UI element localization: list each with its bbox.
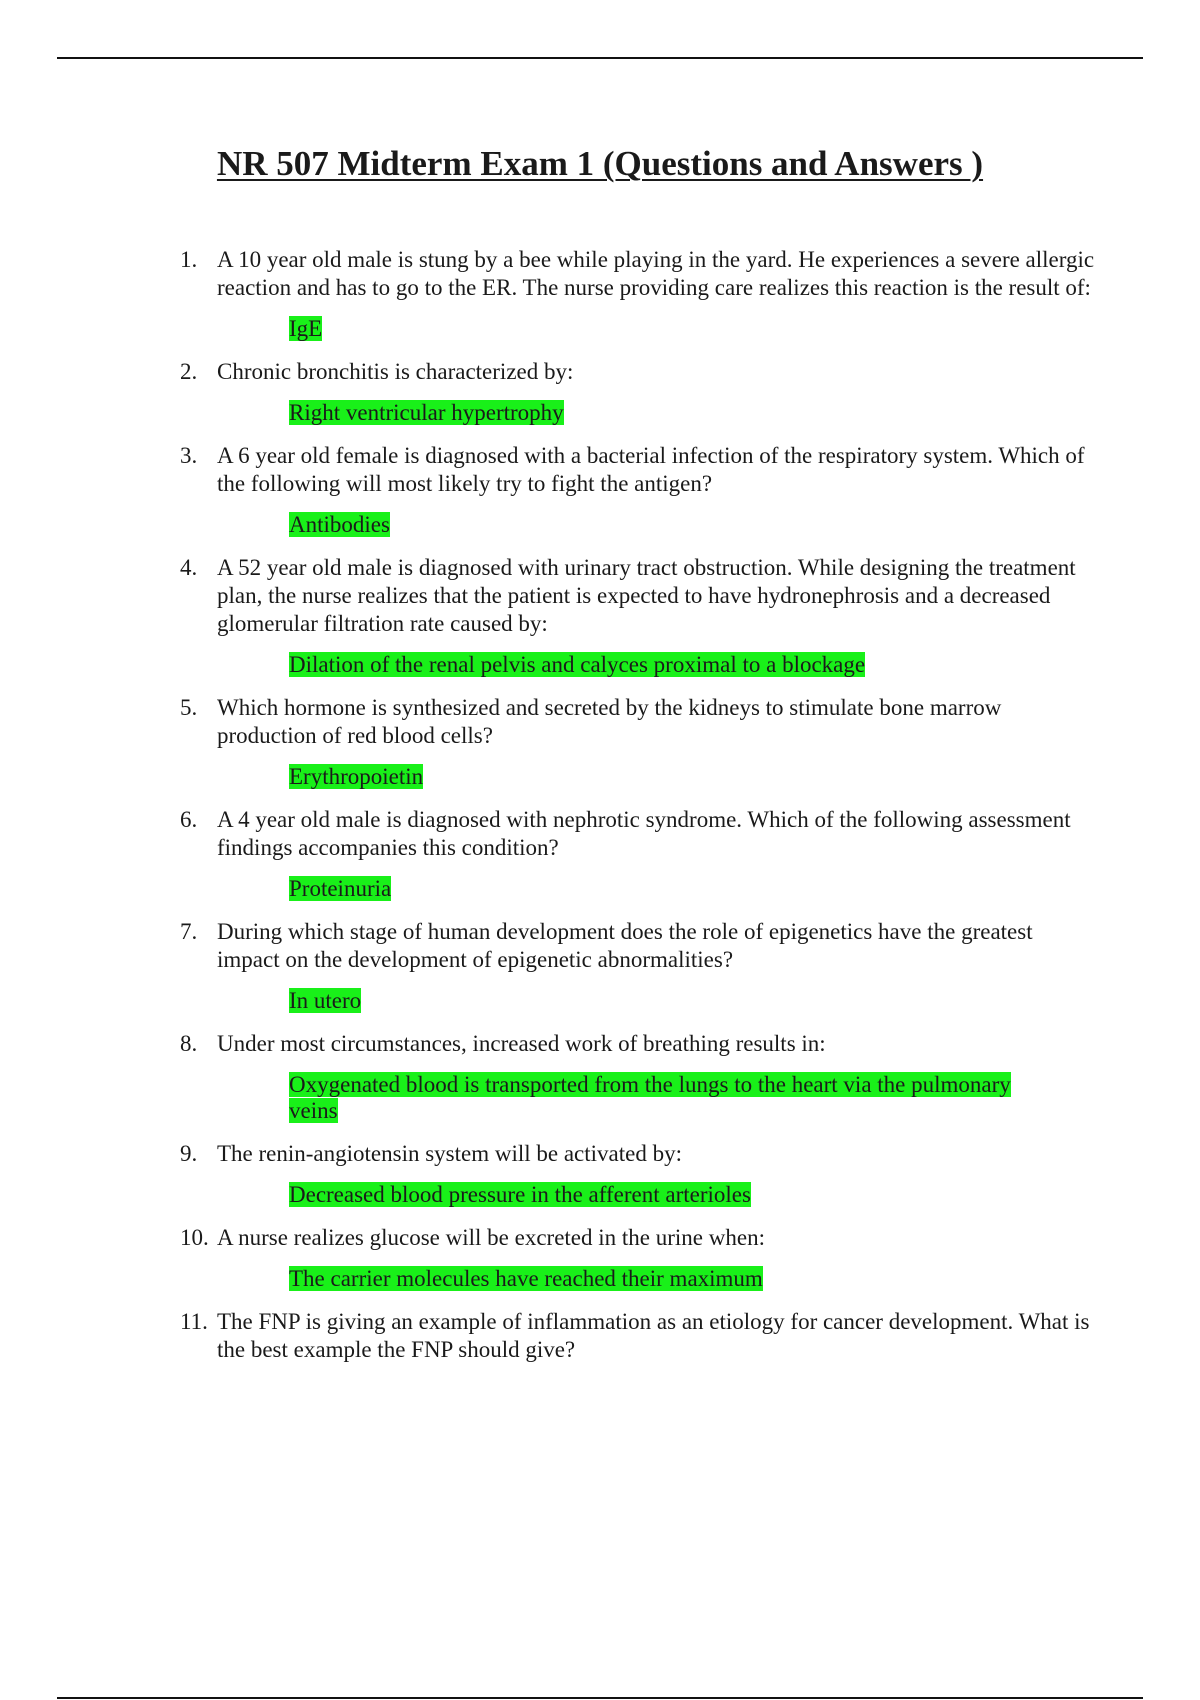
question-item — [180, 554, 1100, 678]
bottom-rule — [57, 1697, 1143, 1699]
question-number: 6. — [180, 807, 198, 832]
question-number: 11. — [180, 1309, 208, 1334]
answer-highlight: Decreased blood pressure in the afferent arterioles — [289, 1182, 751, 1207]
answer-highlight: Erythropoietin — [289, 764, 424, 789]
question-item — [180, 1224, 1100, 1292]
question-item — [180, 694, 1100, 790]
answer-highlight: Oxygenated blood is transported from the lungs to the heart via the pulmonary veins — [289, 1072, 1011, 1123]
answer — [289, 400, 1059, 426]
answer — [289, 1072, 1059, 1124]
answer — [289, 1266, 1059, 1292]
question-text: Under most circumstances, increased work of breathing results in: — [217, 1031, 826, 1056]
question-text: The renin-angiotensin system will be activated by: — [217, 1141, 682, 1166]
answer — [289, 876, 1059, 902]
document-title: NR 507 Midterm Exam 1 (Questions and Answers ) — [216, 144, 984, 183]
question-item — [180, 246, 1100, 342]
answer — [289, 316, 1059, 342]
question-number: 1. — [180, 247, 198, 272]
answer — [289, 652, 1059, 678]
question-text: A 4 year old male is diagnosed with nephrotic syndrome. Which of the following assessment findings accompanies this condition? — [217, 807, 1071, 860]
question-number: 3. — [180, 443, 198, 468]
answer — [289, 764, 1059, 790]
question-number: 2. — [180, 359, 198, 384]
question-item — [180, 442, 1100, 538]
question-item — [180, 1308, 1100, 1364]
answer — [289, 988, 1059, 1014]
question-text: The FNP is giving an example of inflammation as an etiology for cancer development. What is the best example the FNP should give? — [217, 1309, 1090, 1362]
answer-highlight: The carrier molecules have reached their maximum — [289, 1266, 763, 1291]
question-text: Chronic bronchitis is characterized by: — [217, 359, 574, 384]
question-item — [180, 806, 1100, 902]
question-text: A 52 year old male is diagnosed with urinary tract obstruction. While designing the treatment plan, the nurse realizes that the patient is expected to have hydronephrosis and a decreased glomerular filtration rate caused by: — [217, 555, 1076, 636]
top-rule — [57, 57, 1143, 59]
answer — [289, 512, 1059, 538]
question-list — [180, 246, 1100, 1364]
question-number: 10. — [180, 1225, 209, 1250]
question-text: Which hormone is synthesized and secreted by the kidneys to stimulate bone marrow production of red blood cells? — [217, 695, 1002, 748]
question-text: A 6 year old female is diagnosed with a bacterial infection of the respiratory system. Which of the following will most likely try to fight the antigen? — [217, 443, 1085, 496]
question-text: During which stage of human development does the role of epigenetics have the greatest impact on the development of epigenetic abnormalities? — [217, 919, 1033, 972]
answer — [289, 1182, 1059, 1208]
question-item — [180, 358, 1100, 426]
question-number: 5. — [180, 695, 198, 720]
question-number: 7. — [180, 919, 198, 944]
question-text: A nurse realizes glucose will be excreted in the urine when: — [217, 1225, 765, 1250]
question-number: 9. — [180, 1141, 198, 1166]
question-item — [180, 1030, 1100, 1124]
answer-highlight: In utero — [289, 988, 362, 1013]
answer-highlight: IgE — [289, 316, 323, 341]
question-number: 4. — [180, 555, 198, 580]
question-number: 8. — [180, 1031, 198, 1056]
answer-highlight: Proteinuria — [289, 876, 392, 901]
question-text: A 10 year old male is stung by a bee while playing in the yard. He experiences a severe allergic reaction and has to go to the ER. The nurse providing care realizes this reaction is the result of: — [217, 247, 1095, 300]
question-item — [180, 1140, 1100, 1208]
answer-highlight: Dilation of the renal pelvis and calyces proximal to a blockage — [289, 652, 866, 677]
answer-highlight: Antibodies — [289, 512, 390, 537]
question-item — [180, 918, 1100, 1014]
answer-highlight: Right ventricular hypertrophy — [289, 400, 564, 425]
